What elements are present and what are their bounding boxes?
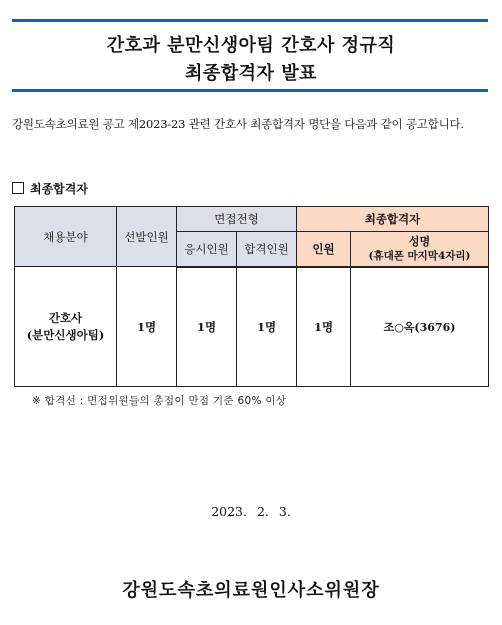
cell-field: [15, 267, 117, 387]
top-rule: [12, 19, 488, 22]
cell-selection: 1명: [117, 267, 177, 387]
bottom-rule: [12, 89, 488, 92]
header-field: 채용분야: [15, 207, 117, 267]
section-title: 최종합격자: [30, 182, 88, 196]
header-final: 최종합격자: [297, 207, 489, 232]
intro-paragraph: 강원도속초의료원 공고 제2023-23 관련 간호사 최종합격자 명단을 다음과 같이 공고합니다.: [12, 117, 464, 131]
square-bullet-icon: [12, 182, 24, 194]
announcement-date: 2023. 2. 3.: [211, 504, 291, 519]
page-title-line2: 최종합격자 발표: [185, 63, 317, 84]
header-passed: 합격인원: [237, 232, 297, 267]
cell-field-sub: (분만신생아팀): [26, 327, 105, 342]
header-applicants: 응시인원: [177, 232, 237, 267]
cell-count: 1명: [297, 267, 351, 387]
header-interview: 면접전형: [177, 207, 297, 232]
header-count: 인원: [297, 232, 351, 267]
cell-applicants: 1명: [177, 267, 237, 387]
table-row: [15, 267, 489, 387]
cell-field-main: 간호사: [48, 310, 83, 325]
cell-passed: 1명: [237, 267, 297, 387]
issuing-organization: 강원도속초의료원인사소위원장: [122, 580, 380, 601]
results-table: [14, 206, 489, 387]
header-name-sub: (휴대폰 마지막4자리): [368, 249, 471, 262]
cell-name: 조○옥(3676): [351, 267, 489, 387]
header-name: [351, 232, 489, 267]
section-heading: [12, 180, 88, 197]
header-name-main: 성명: [408, 234, 431, 248]
passing-note: ※ 합격선 : 면접위원들의 총점이 만점 기준 60% 이상: [32, 395, 287, 407]
page-title-line1: 간호과 분만신생아팀 간호사 정규직: [106, 35, 396, 56]
header-selection: 선발인원: [117, 207, 177, 267]
